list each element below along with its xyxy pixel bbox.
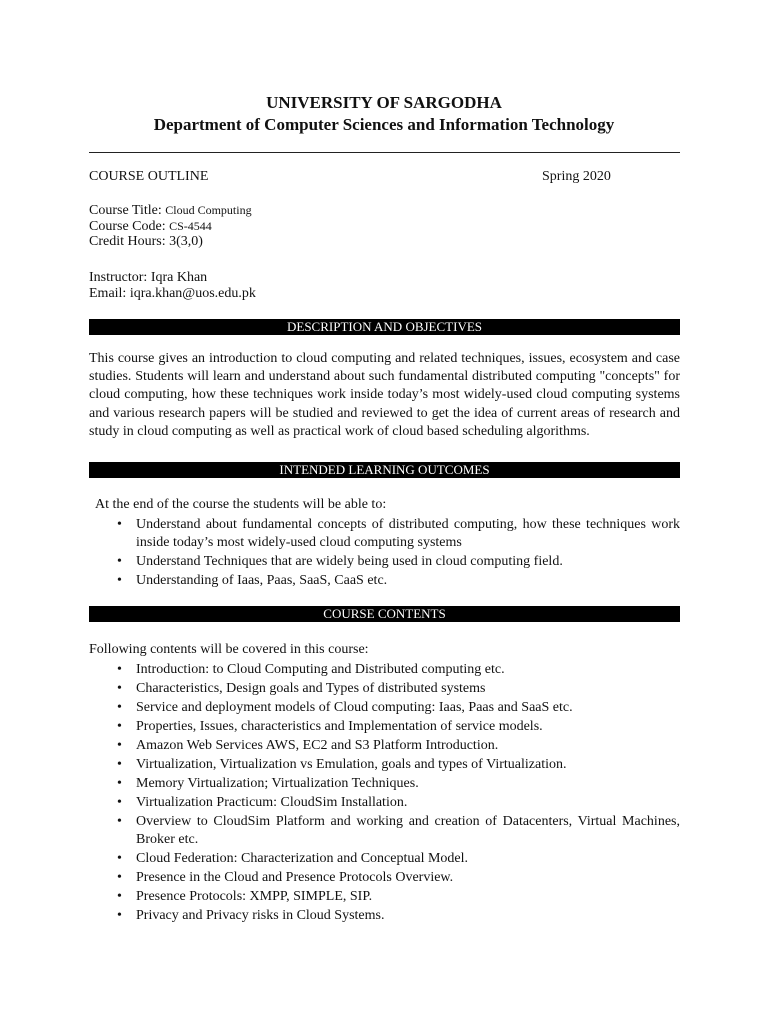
outcomes-list xyxy=(89,516,680,591)
list-item: • Presence in the Cloud and Presence Protocols Overview. xyxy=(117,869,454,885)
course-outline-label: COURSE OUTLINE xyxy=(89,169,209,184)
list-item: • Understand Techniques that are widely being used in cloud computing field. xyxy=(117,553,563,569)
contents-intro: Following contents will be covered in this course: xyxy=(89,642,369,657)
list-item: • Characteristics, Design goals and Types of distributed systems xyxy=(117,681,486,696)
credit-hours: Credit Hours: 3(3,0) xyxy=(89,234,203,249)
semester-label: Spring 2020 xyxy=(542,169,611,184)
list-item: • Amazon Web Services AWS, EC2 and S3 Platform Introduction. xyxy=(117,738,499,753)
list-item: • Overview to CloudSim Platform and working and creation of Datacenters, Virtual Machines, Broker etc. xyxy=(117,814,680,847)
list-item: • Properties, Issues, characteristics and Implementation of service models. xyxy=(117,719,543,734)
department-name: Department of Computer Sciences and Information Technology xyxy=(153,115,615,134)
university-name: UNIVERSITY OF SARGODHA xyxy=(266,93,502,112)
course-code-value: CS-4544 xyxy=(169,219,212,233)
header-divider xyxy=(89,152,680,153)
bullet-icon: • xyxy=(117,681,122,696)
course-title-label: Course Title: xyxy=(89,203,162,218)
email: Email: iqra.khan@uos.edu.pk xyxy=(89,286,256,301)
bullet-icon: • xyxy=(117,907,122,923)
bullet-icon: • xyxy=(117,814,122,829)
list-item: • Virtualization Practicum: CloudSim Installation. xyxy=(117,795,408,810)
description-text: This course gives an introduction to cloud computing and related techniques, issues, ecosystem and case studies. Students will learn and understand about such fundamental distributed computing "concepts" for cloud computing, how these techniques work inside today’s most widely-used cloud computing systems and various research papers will be studied and reviewed to get the idea of current areas of research and study in cloud computing as well as practical work of cloud based scheduling algorithms. xyxy=(89,351,680,439)
bullet-icon: • xyxy=(117,719,122,734)
list-item: • Virtualization, Virtualization vs Emulation, goals and types of Virtualization. xyxy=(117,757,567,772)
list-item: • Cloud Federation: Characterization and Conceptual Model. xyxy=(117,850,469,866)
course-title-value: Cloud Computing xyxy=(165,203,252,217)
list-item: • Privacy and Privacy risks in Cloud Systems. xyxy=(117,907,385,923)
list-item: • Introduction: to Cloud Computing and Distributed computing etc. xyxy=(117,662,505,677)
bullet-icon: • xyxy=(117,517,122,532)
instructor: Instructor: Iqra Khan xyxy=(89,270,208,285)
contents-heading: COURSE CONTENTS xyxy=(89,606,680,622)
bullet-icon: • xyxy=(117,700,122,715)
list-item: • Understanding of Iaas, Paas, SaaS, CaaS etc. xyxy=(117,572,388,588)
description-heading: DESCRIPTION AND OBJECTIVES xyxy=(89,319,680,335)
bullet-icon: • xyxy=(117,572,122,588)
contents-list xyxy=(89,661,680,926)
course-title-line xyxy=(89,202,252,219)
list-item: • Service and deployment models of Cloud computing: Iaas, Paas and SaaS etc. xyxy=(117,700,573,715)
outcomes-intro: At the end of the course the students will be able to: xyxy=(95,497,387,512)
bullet-icon: • xyxy=(117,850,122,866)
bullet-icon: • xyxy=(117,888,122,904)
list-item: • Memory Virtualization; Virtualization Techniques. xyxy=(117,776,419,791)
course-code-line xyxy=(89,218,212,235)
course-code-label: Course Code: xyxy=(89,219,166,234)
bullet-icon: • xyxy=(117,662,122,677)
bullet-icon: • xyxy=(117,869,122,885)
outcomes-heading: INTENDED LEARNING OUTCOMES xyxy=(89,462,680,478)
list-item: • Presence Protocols: XMPP, SIMPLE, SIP. xyxy=(117,888,373,904)
bullet-icon: • xyxy=(117,553,122,569)
bullet-icon: • xyxy=(117,757,122,772)
bullet-icon: • xyxy=(117,795,122,810)
bullet-icon: • xyxy=(117,738,122,753)
list-item: • Understand about fundamental concepts of distributed computing, how these techniques work inside today’s most widely-used cloud computing systems xyxy=(117,517,680,550)
bullet-icon: • xyxy=(117,776,122,791)
